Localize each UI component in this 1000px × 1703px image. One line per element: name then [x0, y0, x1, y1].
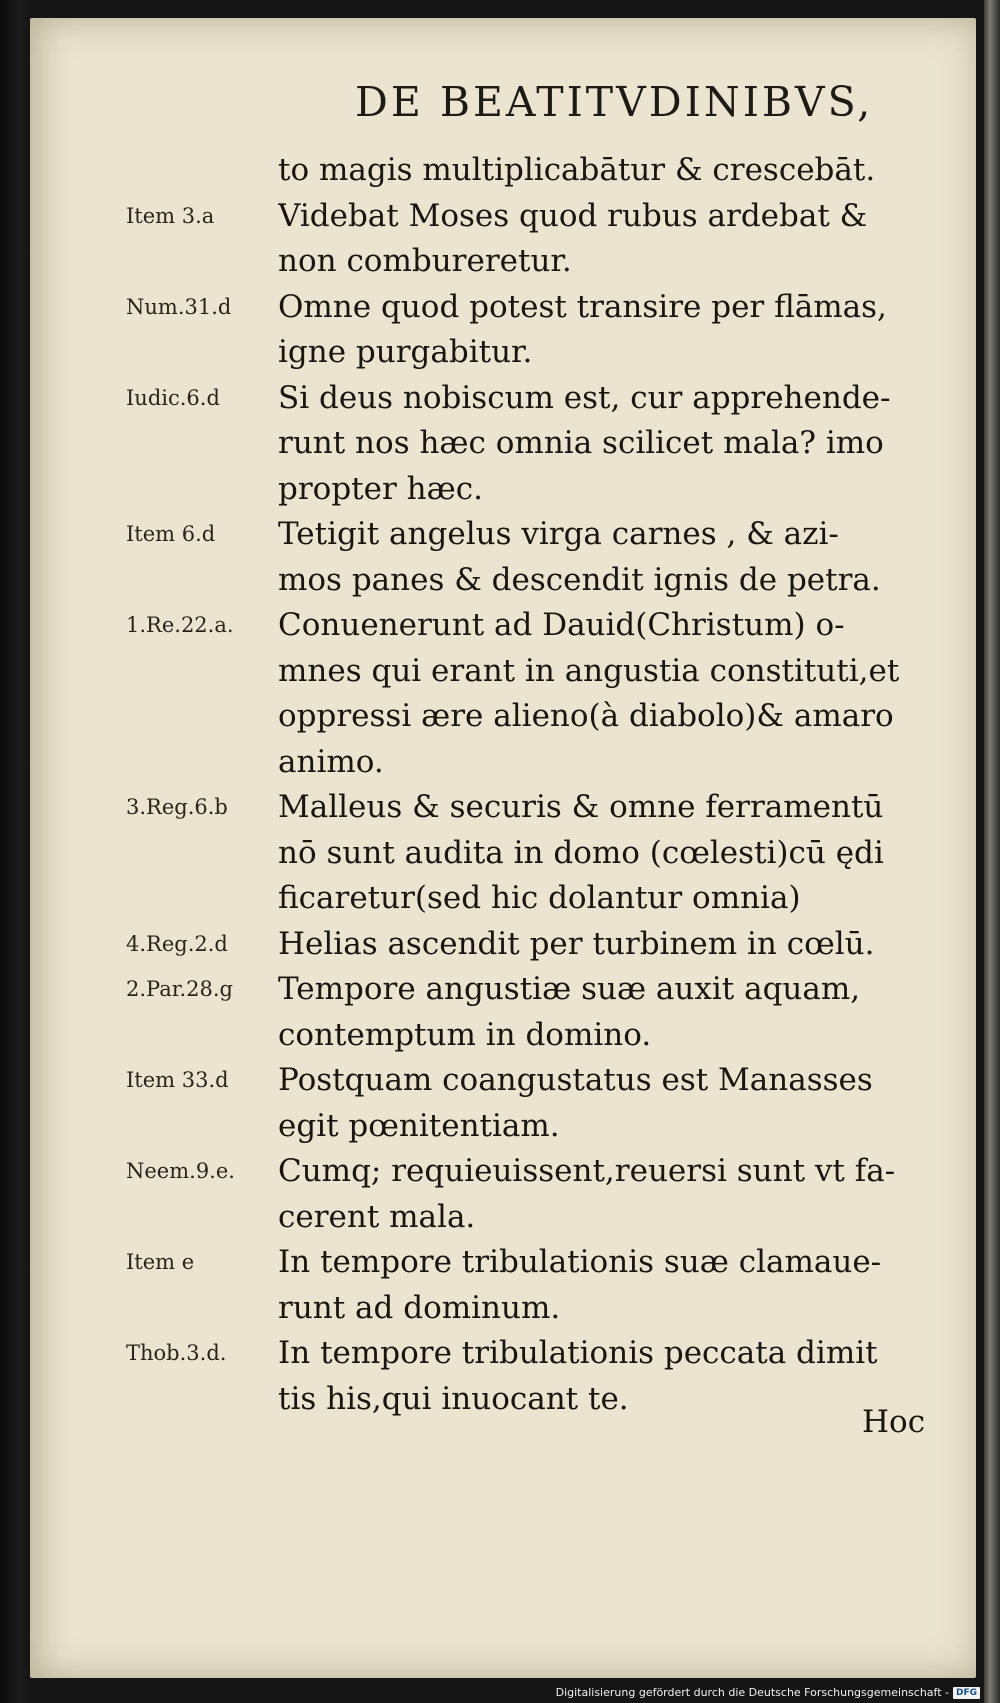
text-line: igne purgabitur. [278, 334, 533, 370]
text-line: Tempore angustiæ suæ auxit aquam, [278, 971, 861, 1007]
entry [30, 376, 976, 513]
margin-reference: 3.Reg.6.b [126, 795, 228, 819]
entry-list [30, 148, 976, 1422]
margin-reference: 4.Reg.2.d [126, 931, 228, 956]
digitization-credit [556, 1686, 980, 1699]
entry [30, 194, 976, 285]
text-line: propter hæc. [278, 470, 483, 507]
margin-reference: Thob.3.d. [126, 1341, 227, 1365]
text-line: runt ad dominum. [278, 1289, 561, 1326]
entry [30, 785, 976, 922]
text-line: Tetigit angelus virga carnes , & azi- [278, 516, 839, 552]
book-page [30, 18, 976, 1678]
text-line: animo. [278, 743, 384, 780]
margin-reference: Iudic.6.d [126, 385, 220, 410]
margin-reference: Item 3.a [126, 203, 215, 228]
text-line: Conuenerunt ad Dauid(Christum) o- [278, 607, 845, 643]
credit-text: Digitalisierung gefördert durch die Deutsche Forschungsgemeinschaft - [555, 1686, 949, 1699]
dfg-logo-icon: DFG [953, 1687, 980, 1699]
text-line: oppressi ære alieno(à diabolo)& amaro [278, 698, 894, 734]
text-line: Si deus nobiscum est, cur apprehende- [278, 379, 891, 416]
entry [30, 1240, 976, 1331]
text-line: nō sunt audita in domo (cœlesti)cū ędi [278, 834, 884, 871]
text-line: to magis multiplicabātur & crescebāt. [278, 152, 876, 188]
text-line: In tempore tribulationis peccata dimit [278, 1335, 878, 1371]
text-line: Helias ascendit per turbinem in cœlū. [278, 925, 875, 962]
running-head: DE BEATITVDINIBVS, [355, 78, 874, 126]
text-line: runt nos hæc omnia scilicet mala? imo [278, 425, 884, 461]
margin-reference: Num.31.d [126, 294, 232, 319]
text-line: mos panes & descendit ignis de petra. [278, 561, 881, 598]
text-line: Videbat Moses quod rubus ardebat & [278, 197, 868, 234]
text-line: contemptum in domino. [278, 1016, 652, 1053]
text-line: mnes qui erant in angustia constituti,et [278, 652, 900, 689]
entry [30, 603, 976, 785]
text-line: ficaretur(sed hic dolantur omnia) [278, 880, 801, 916]
entry [30, 1331, 976, 1422]
entry [30, 1149, 976, 1240]
margin-reference: Neem.9.e. [126, 1159, 235, 1183]
entry [30, 967, 976, 1058]
margin-reference: 2.Par.28.g [126, 977, 233, 1001]
entry [30, 512, 976, 603]
text-line: non combureretur. [278, 243, 572, 279]
text-line: In tempore tribulationis suæ clamaue- [278, 1244, 882, 1280]
margin-reference: Item 6.d [126, 522, 216, 546]
book-edge [984, 0, 1000, 1703]
text-line: cerent mala. [278, 1198, 476, 1235]
catchword: Hoc [862, 1404, 926, 1440]
entry [30, 148, 976, 194]
margin-reference: Item e [126, 1250, 195, 1274]
entry [30, 922, 976, 968]
entry [30, 285, 976, 376]
text-line: egit pœnitentiam. [278, 1107, 560, 1144]
margin-reference: 1.Re.22.a. [126, 613, 234, 637]
text-line: tis his,qui inuocant te. [278, 1380, 629, 1417]
text-line: Omne quod potest transire per flāmas, [278, 288, 887, 325]
text-line: Cumq; requieuissent,reuersi sunt vt fa- [278, 1153, 896, 1189]
text-line: Malleus & securis & omne ferramentū [278, 789, 884, 825]
margin-reference: Item 33.d [126, 1068, 229, 1092]
entry [30, 1058, 976, 1149]
text-line: Postquam coangustatus est Manasses [278, 1062, 873, 1098]
